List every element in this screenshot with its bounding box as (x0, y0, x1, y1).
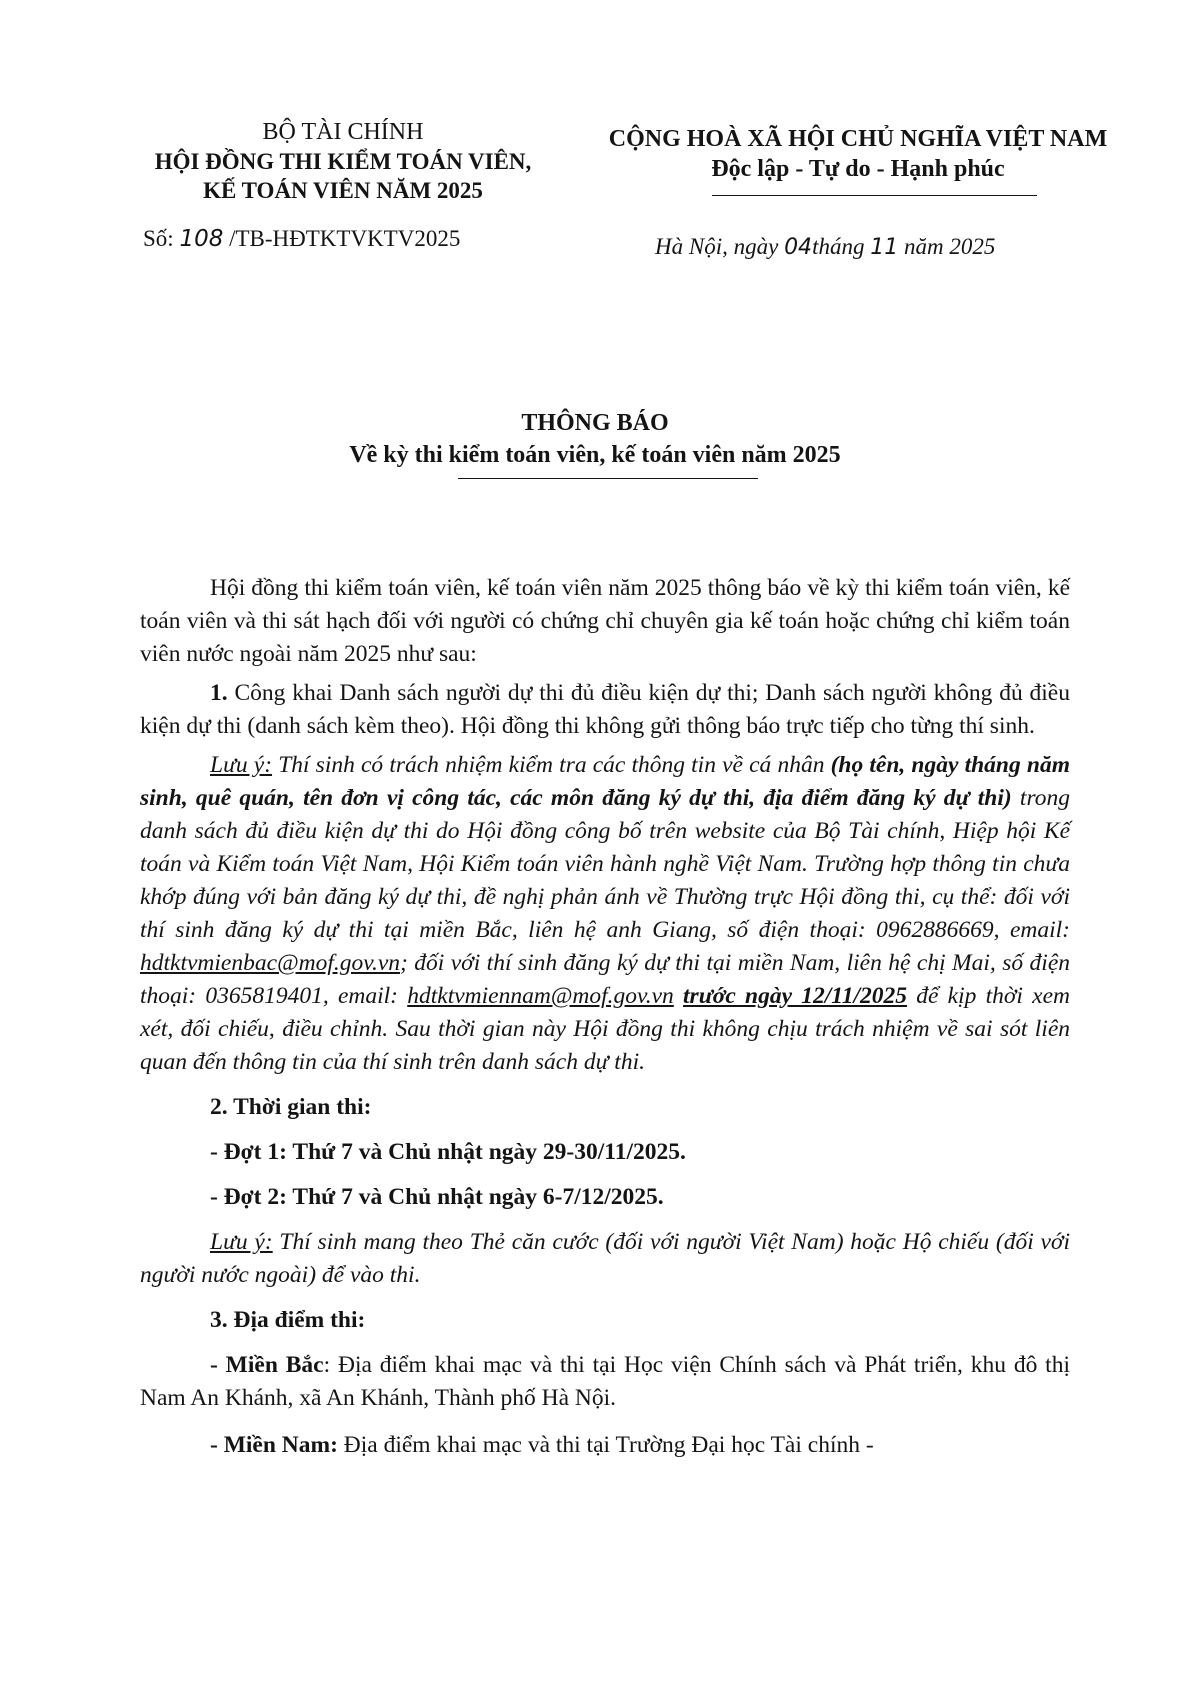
venue-north (140, 1349, 1070, 1415)
note-1-label: Lưu ý: (210, 752, 273, 778)
document-body (140, 572, 1070, 1462)
venue-south (140, 1429, 1070, 1462)
section-1-number: 1. (210, 680, 228, 706)
council-name-line1: HỘI ĐỒNG THI KIỂM TOÁN VIÊN, (154, 149, 532, 174)
motto-underline (712, 195, 1037, 196)
note-1-paragraph (140, 749, 1070, 1079)
email-south-link[interactable]: hdtktvmiennam@mof.gov.vn (407, 983, 674, 1009)
date-prefix: Hà Nội, ngày (655, 234, 785, 259)
round-2: - Đợt 2: Thứ 7 và Chủ nhật ngày 6-7/12/2025. (210, 1184, 664, 1210)
document-subtitle: Về kỳ thi kiểm toán viên, kế toán viên năm 2025 (349, 442, 841, 468)
note-1-text-b: trong danh sách đủ điều kiện dự thi do Hội đồng công bố trên website của Bộ Tài chính, Hiệp hội Kế toán và Kiểm toán Việt Nam, Hội Kiểm toán viên hành nghề Việt Nam. Trường hợp thông tin chưa khớp đúng với bản đăng ký dự thi, đề nghị phản ánh về Thường trực Hội đồng thi, cụ thể: đối với thí sinh đăng ký dự thi tại miền Bắc, liên hệ anh Giang, số điện thoại: 0962886669, email: (140, 785, 1070, 943)
note-1-text-a: Thí sinh có trách nhiệm kiểm tra các thông tin về cá nhân (272, 752, 831, 778)
note-2-paragraph (140, 1226, 1070, 1292)
note-1-bold-fields: (họ tên, ngày tháng năm sinh, quê quán, tên đơn vị công tác, các môn đăng ký dự thi, địa điểm đăng ký dự thi) (140, 752, 1070, 811)
south-text: Địa điểm khai mạc và thi tại Trường Đại học Tài chính - (337, 1432, 874, 1458)
national-motto: Độc lập - Tự do - Hạnh phúc (711, 156, 1005, 182)
council-name-line2: KẾ TOÁN VIÊN NĂM 2025 (203, 178, 483, 203)
document-number (143, 226, 603, 252)
national-header (588, 124, 1128, 184)
intro-paragraph: Hội đồng thi kiểm toán viên, kế toán viên năm 2025 thông báo về kỳ thi kiểm toán viên, kế toán viên và thi sát hạch đối với người có chứng chỉ chuyên gia kế toán hoặc chứng chỉ kiểm toán viên nước ngoài năm 2025 như sau: (140, 575, 1070, 667)
document-title: THÔNG BÁO (521, 410, 669, 436)
ministry-name: BỘ TÀI CHÍNH (262, 119, 424, 145)
issuer-block (118, 118, 568, 205)
section-2-heading: 2. Thời gian thi: (210, 1094, 372, 1120)
date-year: năm 2025 (898, 234, 996, 259)
number-suffix: /TB-HĐTKTVKTV2025 (223, 226, 461, 251)
north-label: - Miền Bắc (210, 1352, 324, 1378)
note-1-text-d: để kịp thời xem xét, đối chiếu, điều chỉnh. Sau thời gian này Hội đồng thi không chịu trách nhiệm về sai sót liên quan đến thông tin của thí sinh trên danh sách dự thi. (140, 983, 1071, 1075)
title-underline (458, 478, 758, 479)
note-2-text: Thí sinh mang theo Thẻ căn cước (đối với người Việt Nam) hoặc Hộ chiếu (đối với người nước ngoài) để vào thi. (140, 1229, 1070, 1288)
note-1-text-c: ; đối với thí sinh đăng ký dự thi tại miền Nam, liên hệ chị Mai, số điện thoại: 0365819401, email: (140, 950, 1070, 1009)
section-1-text: Công khai Danh sách người dự thi đủ điều kiện dự thi; Danh sách người không đủ điều kiện dự thi (danh sách kèm theo). Hội đồng thi không gửi thông báo trực tiếp cho từng thí sinh. (140, 680, 1070, 739)
number-prefix: Số: (143, 226, 180, 251)
note-2-label: Lưu ý: (210, 1229, 273, 1255)
date-month: 11 (870, 235, 899, 260)
section-3-heading: 3. Địa điểm thi: (210, 1307, 366, 1333)
date-day: 04 (784, 235, 813, 260)
date-month-label: tháng (812, 234, 871, 259)
handwritten-number: 108 (179, 226, 224, 252)
nation-name: CỘNG HOÀ XÃ HỘI CHỦ NGHĨA VIỆT NAM (608, 126, 1108, 152)
south-label: - Miền Nam: (210, 1432, 338, 1458)
note-1-deadline: trước ngày 12/11/2025 (683, 983, 908, 1009)
north-text: : Địa điểm khai mạc và thi tại Học viện Chính sách và Phát triển, khu đô thị Nam An Khánh, xã An Khánh, Thành phố Hà Nội. (140, 1352, 1070, 1411)
email-north-link[interactable]: hdtktvmienbac@mof.gov.vn (140, 950, 401, 976)
round-1: - Đợt 1: Thứ 7 và Chủ nhật ngày 29-30/11/2025. (210, 1139, 686, 1165)
date-place-line (655, 234, 995, 260)
section-1-paragraph (140, 677, 1070, 743)
